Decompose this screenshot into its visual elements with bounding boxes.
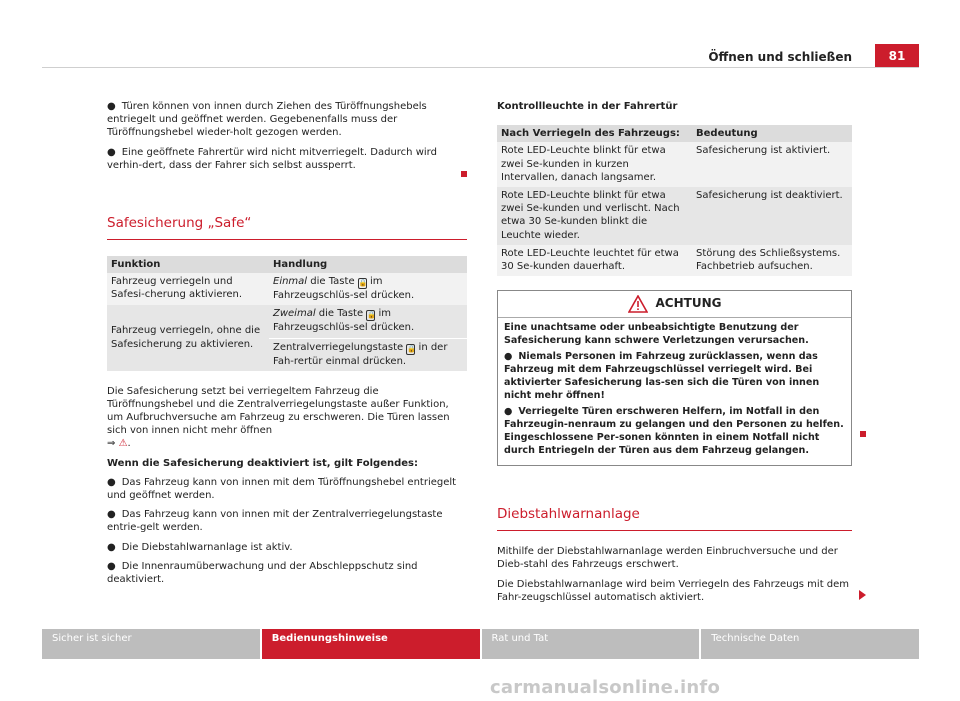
subheading-kontrollleuchte: Kontrollleuchte in der Fahrertür <box>497 101 678 112</box>
warning-header: ACHTUNG <box>498 291 851 318</box>
table-row: Rote LED-Leuchte blinkt für etwa zwei Se-kunden und verlischt. Nach etwa 30 Se-kunden blinkt die Leuchte wieder. Safesicherung ist deaktiviert. <box>497 187 852 245</box>
table-header-handlung: Handlung <box>269 256 467 273</box>
list-item: ● Türen können von innen durch Ziehen des Türöffnungshebels entriegelt und geöffnet werden. Gegebenenfalls muss der Türöffnungshebel wieder-holt gezogen werden. <box>107 101 427 139</box>
list-item: ● Die Diebstahlwarnanlage ist aktiv. <box>107 541 293 553</box>
table-header-funktion: Funktion <box>107 256 269 273</box>
table-row: Fahrzeug verriegeln, ohne die Safesicherung zu aktivieren. Zweimal die Taste 🔒 im Fahrzeugschlüs-sel drücken. <box>107 305 467 338</box>
watermark: carmanualsonline.info <box>490 677 721 698</box>
warning-triangle-icon: ⚠ <box>118 438 128 450</box>
tab-sicher-ist-sicher[interactable]: Sicher ist sicher <box>42 629 260 659</box>
list-item: ● Das Fahrzeug kann von innen mit dem Türöffnungshebel entriegelt und geöffnet werden. <box>107 476 457 501</box>
indicator-table <box>497 125 852 276</box>
key-lock-icon: 🔒 <box>407 344 417 353</box>
right-column <box>497 100 852 610</box>
footer-nav <box>42 629 919 659</box>
table-header-nach-verriegeln: Nach Verriegeln des Fahrzeugs: <box>497 125 692 142</box>
table-row: Rote LED-Leuchte blinkt für etwa zwei Se-kunden in kurzen Intervallen, danach langsamer. Safesicherung ist aktiviert. <box>497 142 852 187</box>
key-lock-icon: 🔒 <box>358 279 368 288</box>
header-rule <box>42 67 919 68</box>
key-lock-icon: 🔒 <box>367 311 377 320</box>
page-header-title: Öffnen und schließen <box>708 50 852 64</box>
warning-box <box>497 290 852 466</box>
left-column <box>107 100 467 592</box>
paragraph: Die Diebstahlwarnanlage wird beim Verriegeln des Fahrzeugs mit dem Fahr-zeugschlüssel automatisch aktiviert. <box>497 578 850 603</box>
tab-technische-daten[interactable]: Technische Daten <box>701 629 919 659</box>
section-title-safe: Safesicherung „Safe“ <box>107 215 467 240</box>
safe-function-table <box>107 256 467 371</box>
bold-intro: Wenn die Safesicherung deaktiviert ist, gilt Folgendes: <box>107 457 418 469</box>
list-item: ● Die Innenraumüberwachung und der Abschleppschutz sind deaktiviert. <box>107 560 418 585</box>
section-title-diebstahl: Diebstahlwarnanlage <box>497 506 852 531</box>
section-end-marker <box>461 171 467 177</box>
warning-triangle-icon <box>628 295 648 313</box>
list-item: ● Niemals Personen im Fahrzeug zurücklassen, wenn das Fahrzeug mit dem Fahrzeugschlüssel verriegelt wird. Bei aktivierter Safesicherung las-sen sich die Türen von innen nicht mehr öffnen! <box>504 350 820 401</box>
paragraph: Mithilfe der Diebstahlwarnanlage werden Einbruchversuche und der Dieb-stahl des Fahrzeugs erschwert. <box>497 546 838 571</box>
warning-body: Eine unachtsame oder unbeabsichtigte Benutzung der Safesicherung kann schwere Verletzungen verursachen. ● Niemals Personen im Fahrzeug zurücklassen, wenn das Fahrzeug mit dem Fahrzeugschlüssel verriegelt wird. Bei aktivierter Safesicherung las-sen sich die Türen von innen nicht mehr öffnen! ● Verriegelte Türen erschweren Helfern, im Notfall in den Fahrzeugin-nenraum zu gelangen und den Personen zu helfen. Eingeschlossene Per-sonen könnten in einem Notfall nicht durch Entriegeln der Türen aus dem Fahrzeug gelangen. <box>504 322 844 456</box>
list-item: ● Das Fahrzeug kann von innen mit der Zentralverriegelungstaste entrie-gelt werden. <box>107 509 443 534</box>
continue-arrow-icon <box>859 590 866 600</box>
tab-bedienungshinweise[interactable]: Bedienungshinweise <box>262 629 480 659</box>
page-number: 81 <box>875 44 919 68</box>
list-item: ● Eine geöffnete Fahrertür wird nicht mitverriegelt. Dadurch wird verhin-dert, dass der Fahrer sich selbst aussperrt. <box>107 146 437 171</box>
table-row: Rote LED-Leuchte leuchtet für etwa 30 Se-kunden dauerhaft. Störung des Schließsystems. Fachbetrieb aufsuchen. <box>497 245 852 276</box>
table-header-bedeutung: Bedeutung <box>692 125 852 142</box>
section-end-marker <box>860 431 866 437</box>
list-item: ● Verriegelte Türen erschweren Helfern, im Notfall in den Fahrzeugin-nenraum zu gelangen und den Personen zu helfen. Eingeschlossene Per-sonen könnten in einem Notfall nicht durch Entriegeln der Türen aus dem Fahrzeug gelangen. <box>504 405 844 456</box>
safe-description: Die Safesicherung setzt bei verriegeltem Fahrzeug die Türöffnungshebel und die Zentralverriegelungstaste außer Funktion, um Aufbruchversuche am Fahrzeug zu erschweren. Die Türen lassen sich von innen nicht mehr öffnen ⇒ ⚠. <box>107 385 450 450</box>
tab-rat-und-tat[interactable]: Rat und Tat <box>482 629 700 659</box>
table-row: Fahrzeug verriegeln und Safesi-cherung aktivieren. Einmal die Taste 🔒 im Fahrzeugschlüs-sel drücken. <box>107 273 467 305</box>
table-row: Zentralverriegelungstaste 🔒 in der Fah-rertür einmal drücken. <box>107 338 467 371</box>
